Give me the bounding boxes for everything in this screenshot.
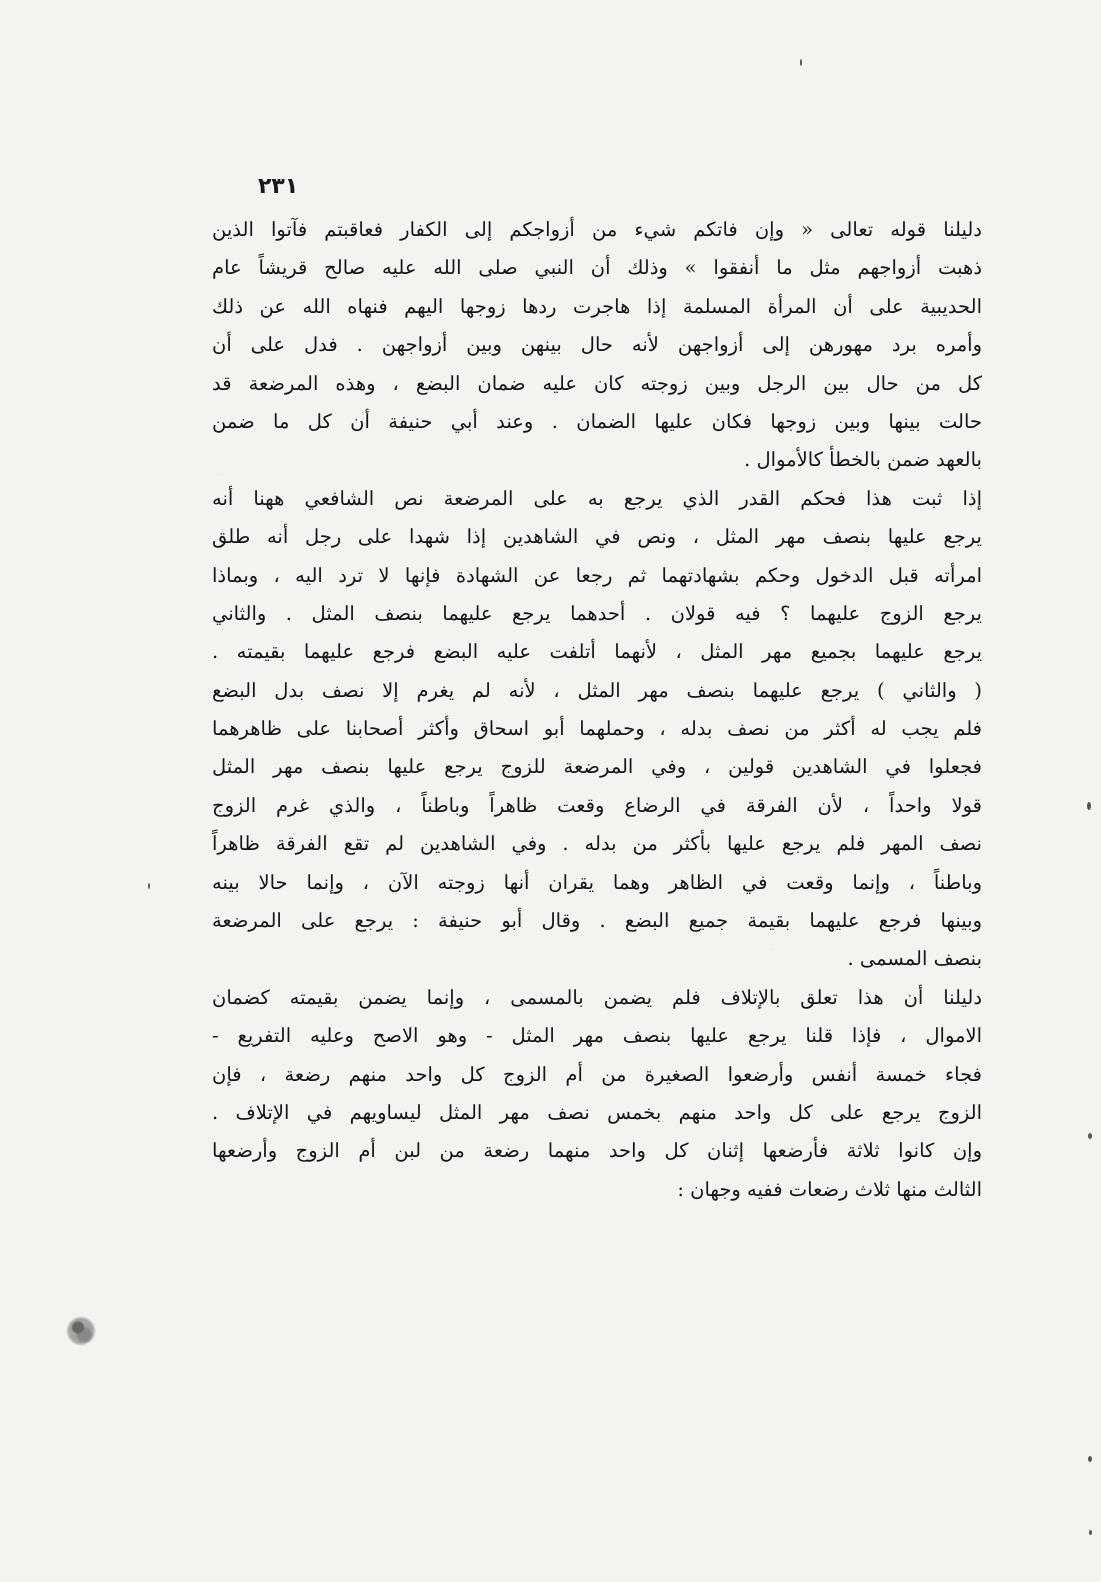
- text-line: وأمره برد مهورهن إلى أزواجهن لأنه حال بينهن وبين أزواجهن . فدل على أن: [212, 333, 982, 357]
- text-line: نصف المهر فلم يرجع عليها بأكثر من بدله . وفي الشاهدين لم تقع الفرقة ظاهراً: [212, 832, 982, 856]
- text-line: دليلنا قوله تعالى « وإن فاتكم شيء من أزواجكم إلى الكفار فعاقبتم فآتوا الذين: [212, 218, 982, 241]
- margin-speck: [148, 883, 150, 889]
- text-line: دليلنا أن هذا تعلق بالإتلاف فلم يضمن بالمسمى ، وإنما يضمن بقيمته كضمان: [212, 985, 982, 1009]
- margin-speck: [1088, 1133, 1092, 1139]
- text-line: إذا ثبت هذا فحكم القدر الذي يرجع به على المرضعة نص الشافعي ههنا أنه: [212, 486, 982, 510]
- text-line: امرأته قبل الدخول وحكم بشهادتهما ثم رجعا عن الشهادة فإنها لا ترد اليه ، وبماذا: [212, 563, 982, 587]
- ink-blot: [66, 1313, 96, 1349]
- text-line: وإن كانوا ثلاثة فأرضعها إثنان كل واحد منهما رضعة من لبن أم الزوج وأرضعها: [212, 1139, 982, 1163]
- margin-speck: [1089, 1530, 1092, 1535]
- text-line: الاموال ، فإذا قلنا يرجع عليها بنصف مهر المثل - وهو الاصح وعليه التفريع -: [212, 1024, 982, 1048]
- text-line: وبينها فرجع عليهما بقيمة جميع البضع . وقال أبو حنيفة : يرجع على المرضعة: [212, 909, 982, 933]
- body-text: [212, 211, 982, 1209]
- margin-speck: [800, 59, 802, 66]
- text-line: وباطناً ، وإنما وقعت في الظاهر وهما يقران أنها زوجته الآن ، وإنما حالا بينه: [212, 870, 982, 894]
- text-line: يرجع عليهما بجميع مهر المثل ، لأنهما أتلفت عليه البضع فرجع عليهما بقيمته .: [212, 640, 982, 664]
- text-line: فجاء خمسة أنفس وأرضعوا الصغيرة من أم الزوج كل واحد منهم رضعة ، فإن: [212, 1062, 982, 1086]
- text-line: قولا واحداً ، لأن الفرقة في الرضاع وقعت ظاهراً وباطناً ، والذي غرم الزوج: [212, 793, 982, 817]
- text-line: فلم يجب له أكثر من نصف بدله ، وحملهما أبو اسحاق وأكثر أصحابنا على ظاهرهما: [212, 717, 982, 741]
- text-line: الزوج يرجع على كل واحد منهم بخمس نصف مهر المثل ليساويهم في الإتلاف .: [212, 1100, 982, 1124]
- margin-speck: [1088, 1456, 1092, 1462]
- text-line: يرجع الزوج عليهما ؟ فيه قولان . أحدهما يرجع عليهما بنصف المثل . والثاني: [212, 601, 982, 625]
- text-line: كل من حال بين الرجل وبين زوجته كان عليه ضمان البضع ، وهذه المرضعة قد: [212, 371, 982, 395]
- text-line: يرجع عليها بنصف مهر المثل ، ونص في الشاهدين إذا شهدا على رجل أنه طلق: [212, 525, 982, 549]
- text-line: ( والثاني ) يرجع عليهما بنصف مهر المثل ، لأنه لم يغرم إلا نصف بدل البضع: [212, 678, 982, 702]
- text-line: حالت بينها وبين زوجها فكان عليها الضمان . وعند أبي حنيفة أن كل ما ضمن: [212, 409, 982, 433]
- text-line: بنصف المسمى .: [847, 947, 982, 971]
- text-line: فجعلوا في الشاهدين قولين ، وفي المرضعة للزوج يرجع عليها بنصف مهر المثل: [212, 755, 982, 779]
- text-line: الثالث منها ثلاث رضعات ففيه وجهان :: [677, 1177, 982, 1201]
- text-line: بالعهد ضمن بالخطأ كالأموال .: [744, 448, 982, 472]
- text-line: الحديبية على أن المرأة المسلمة إذا هاجرت ردها زوجها اليهم فنهاه الله عن ذلك: [212, 294, 982, 318]
- text-line: ذهبت أزواجهم مثل ما أنفقوا » وذلك أن النبي صلى الله عليه صالح قريشاً عام: [212, 256, 982, 280]
- margin-speck: [1087, 802, 1091, 810]
- page-number: ٢٣١: [258, 174, 299, 199]
